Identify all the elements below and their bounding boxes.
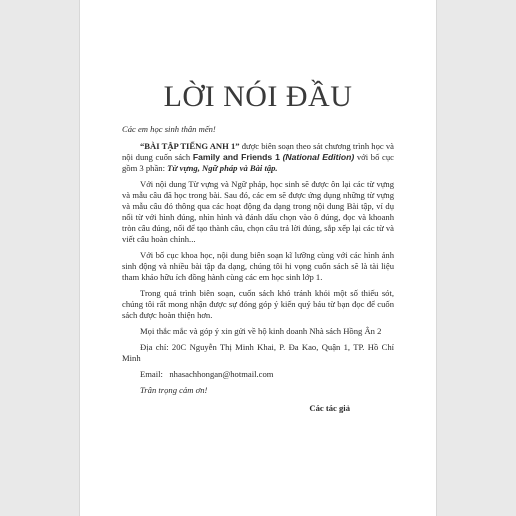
intro-paragraph	[122, 141, 394, 174]
paragraph-feedback: Trong quá trình biên soạn, cuốn sách khó tránh khỏi một số thiếu sót, chúng tôi rất mong nhận được sự đóng góp ý kiến quý báu từ bạn đọc để cuốn sách được hoàn thiện hơn.	[122, 288, 394, 320]
book-name: Family and Friends 1	[192, 152, 280, 162]
book-title: “BÀI TẬP TIẾNG ANH 1”	[140, 141, 240, 151]
author-signature: Các tác giả	[309, 403, 350, 413]
book-parts: Từ vựng, Ngữ pháp và Bài tập.	[167, 163, 278, 173]
paragraph-contact: Mọi thắc mắc và góp ý xin gửi về hộ kinh doanh Nhà sách Hồng Ân 2	[140, 326, 382, 336]
email-line	[122, 369, 394, 380]
book-page	[80, 0, 436, 516]
address: Địa chỉ: 20C Nguyễn Thị Minh Khai, P. Đa Kao, Quận 1, TP. Hồ Chí Minh	[122, 342, 394, 363]
preface-body	[122, 124, 394, 419]
email-label: Email:	[140, 369, 163, 379]
page-title: LỜI NÓI ĐẦU	[163, 80, 353, 113]
greeting: Các em học sinh thân mến!	[122, 124, 216, 134]
intro-text-1: được biên soạn theo sát chương trình học và nội dung cuốn sách	[122, 141, 394, 162]
book-edition: (National Edition)	[282, 152, 355, 162]
paragraph-content: Với nội dung Từ vựng và Ngữ pháp, học sinh sẽ được ôn lại các từ vựng và mẫu câu đã học trong bài. Sau đó, các em sẽ được ứng dụng những từ vựng và mẫu câu đó thông qua các hoạt động đa dạng trong nội dung Bài tập, ví dụ nối từ với hình đúng, nhìn hình và đánh dấu chọn vào ô đúng, đọc và khoanh tròn câu đúng, nối để tạo thành câu, chọn câu trả lời đúng, sắp xếp lại các từ và viết câu hoàn chỉnh...	[122, 179, 394, 244]
email-address: nhasachhongan@hotmail.com	[169, 369, 274, 379]
paragraph-purpose: Với bố cục khoa học, nội dung biên soạn kĩ lưỡng cùng với các hình ảnh sinh động và nhiều bài tập đa dạng, chúng tôi hi vọng cuốn sách sẽ là tài liệu tham khảo hữu ích đồng hành cùng các em học sinh lớp 1.	[122, 250, 394, 282]
closing: Trân trọng cảm ơn!	[140, 385, 208, 395]
intro-text-2: với bố cục gồm 3 phần:	[122, 152, 394, 173]
